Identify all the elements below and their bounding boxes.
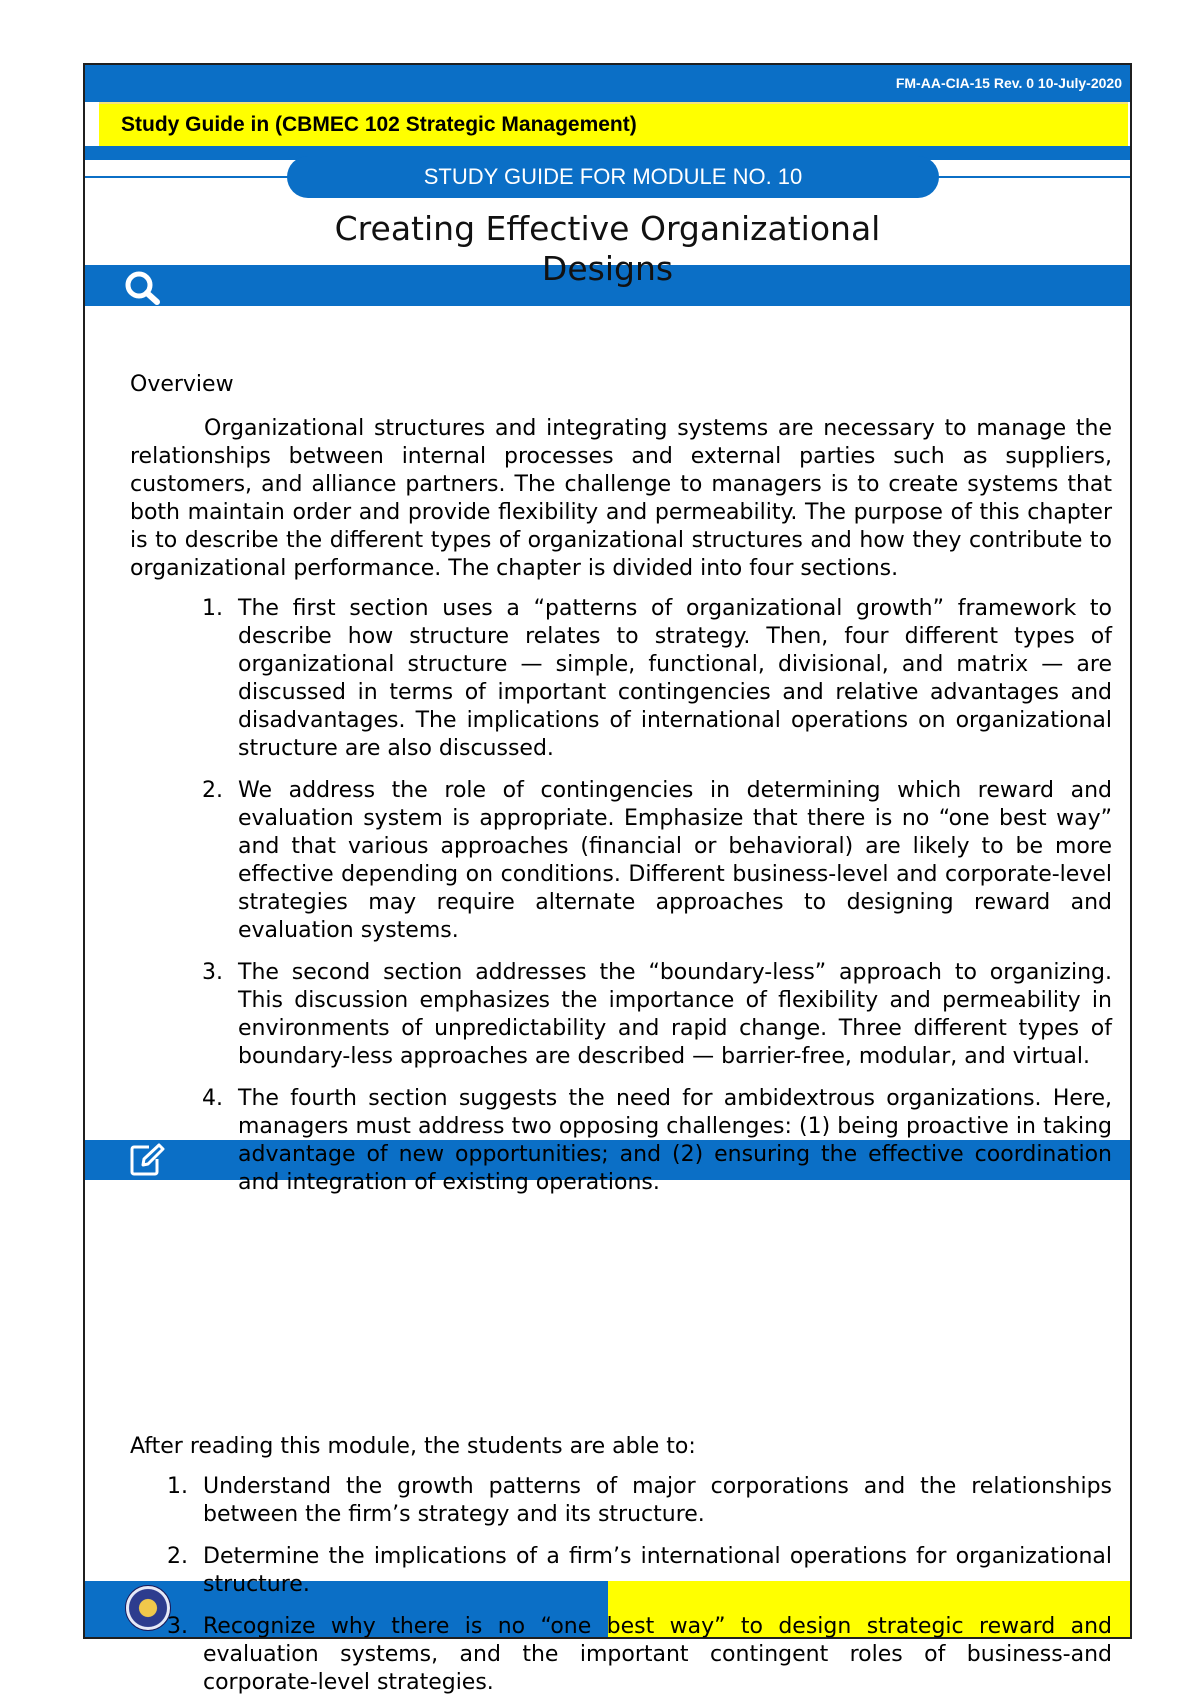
overview-heading: Overview [130,372,234,397]
header-bar [85,65,1130,102]
list-number: 1. [202,596,223,621]
list-number: 3. [167,1614,188,1639]
list-text: The first section uses a “patterns of organizational growth” framework to describe how structure relates to strategy. Then, four different types of organizational structure — simple, functional, divisional, and matrix — are discussed in terms of important contingencies and relative advantages and disadvantages. The implications of international operations on organizational structure are also discussed. [238,596,1112,761]
list-item [130,1085,1112,1197]
study-guide-page [83,63,1132,1695]
overview-list [130,595,1112,1197]
objectives-section [130,1433,1112,1697]
list-item [130,777,1112,945]
module-title-line1: Creating Effective Organizational [334,209,881,248]
list-text: Understand the growth patterns of major corporations and the relationships between the firm’s strategy and its structure. [203,1474,1112,1527]
module-label: STUDY GUIDE FOR MODULE NO. 10 [287,156,939,198]
list-text: Recognize why there is no “one best way” to design strategic reward and evaluation systems, and the important contingent roles of business-and corporate-level strategies. [203,1614,1112,1695]
list-number: 1. [167,1474,188,1499]
overview-paragraph: Organizational structures and integrating systems are necessary to manage the relationships between internal processes and external parties such as suppliers, customers, and alliance partners. The challenge to managers is to create systems that both maintain order and provide flexibility and permeability. The purpose of this chapter is to describe the different types of organizational structures and how they contribute to organizational performance. The chapter is divided into four sections. [130,416,1112,581]
list-number: 2. [202,778,223,803]
list-text: We address the role of contingencies in determining which reward and evaluation system is appropriate. Emphasize that there is no “one best way” and that various approaches (financial or behavioral) are likely to be more effective depending on conditions. Different business-level and corporate-level strategies may require alternate approaches to designing reward and evaluation systems. [238,778,1112,943]
list-item [130,1613,1112,1697]
module-line-right [935,176,1130,178]
objectives-intro: After reading this module, the students are able to: [130,1434,696,1459]
list-text: Determine the implications of a firm’s international operations for organizational structure. [203,1544,1112,1597]
list-item [130,959,1112,1071]
list-item [130,1543,1112,1599]
objectives-list [130,1473,1112,1697]
study-guide-title: Study Guide in (CBMEC 102 Strategic Management) [121,113,637,136]
list-text: The second section addresses the “boundary-less” approach to organizing. This discussion emphasizes the importance of flexibility and permeability in environments of unpredictability and rapid change. Three different types of boundary-less approaches are described — barrier-free, modular, and virtual. [238,960,1112,1069]
list-number: 3. [202,960,223,985]
module-line-left [85,176,290,178]
study-guide-title-bar [99,102,1128,148]
list-item [130,595,1112,763]
list-text: The fourth section suggests the need for ambidextrous organizations. Here, managers must address two opposing challenges: (1) being proactive in taking advantage of new opportunities; and (2) ensuring the effective coordination and integration of existing operations. [238,1086,1112,1195]
form-code: FM-AA-CIA-15 Rev. 0 10-July-2020 [895,75,1122,91]
list-number: 2. [167,1544,188,1569]
list-number: 4. [202,1086,223,1111]
module-title [85,209,1130,289]
overview-section [130,371,1112,1197]
list-item [130,1473,1112,1529]
module-title-line2: Designs [541,249,674,288]
